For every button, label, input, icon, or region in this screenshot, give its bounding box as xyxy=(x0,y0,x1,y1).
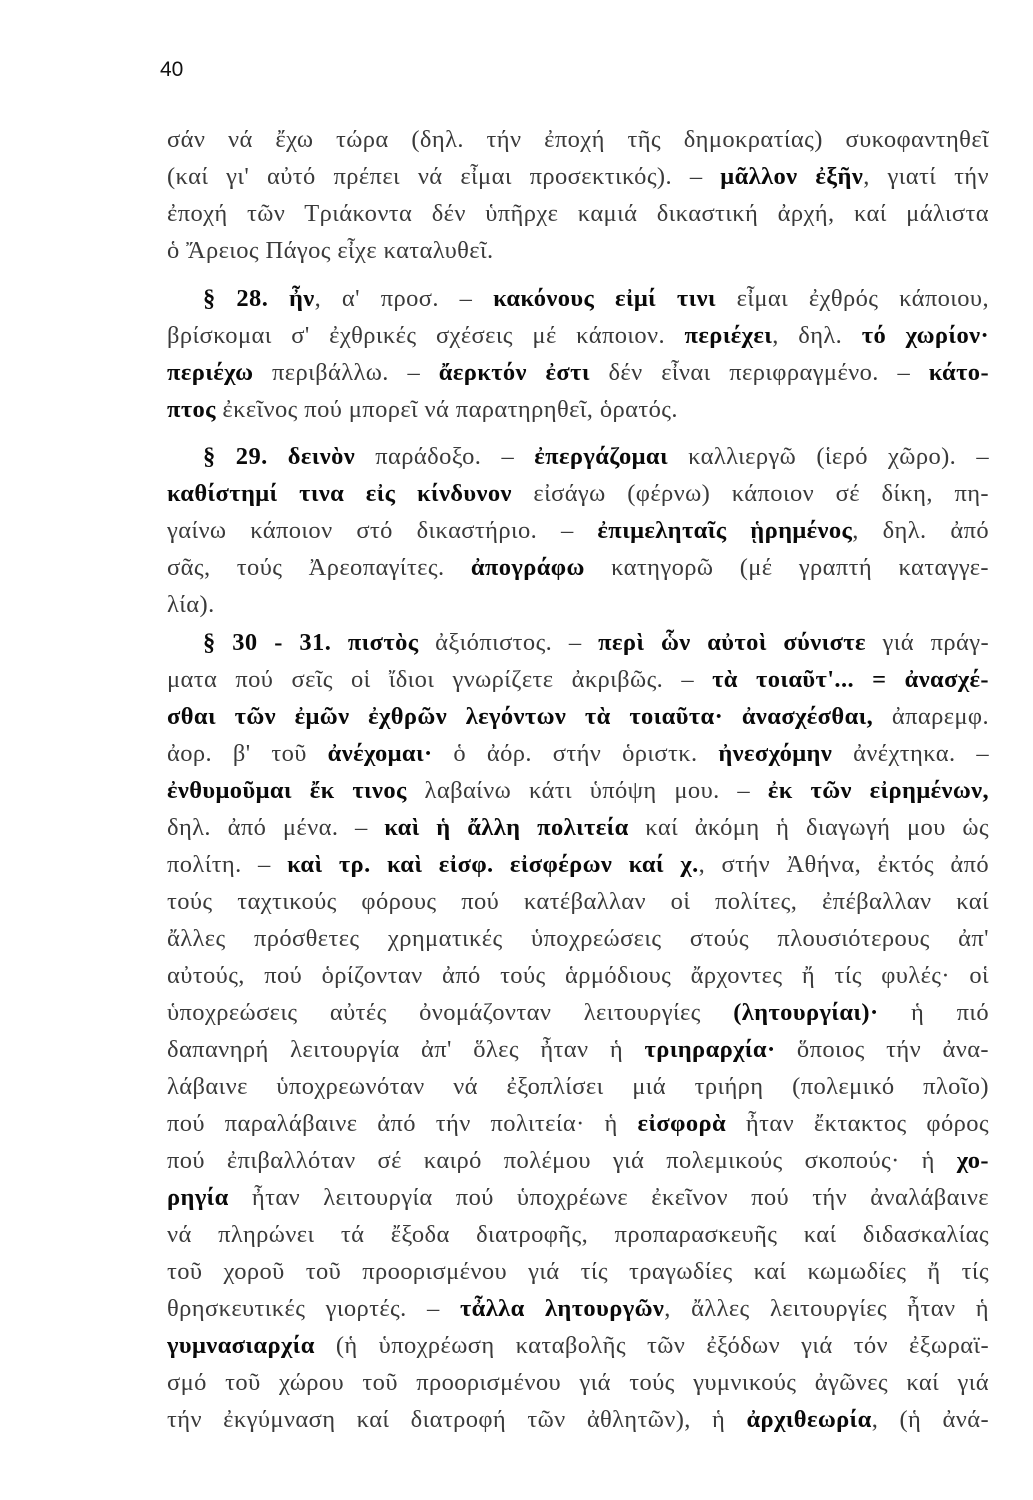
text-line xyxy=(167,661,989,698)
text-span: γαίνω κάποιον στό δικαστήριο. – xyxy=(167,517,598,544)
text-line xyxy=(167,280,989,317)
text-line xyxy=(167,846,989,883)
text-span: ἀπαρεμφ. xyxy=(873,703,989,730)
text-span: τοῦ χοροῦ τοῦ προορισμένου γιά τίς τραγωδίες καί κωμωδίες ἤ τίς xyxy=(167,1258,989,1285)
text-line xyxy=(167,354,989,391)
text-span: ἀορ. β' τοῦ xyxy=(167,740,328,767)
text-span: θρησκευτικές γιορτές. – xyxy=(167,1295,460,1322)
text-line xyxy=(167,1327,989,1364)
text-span: πού ἐπιβαλλόταν σέ καιρό πολέμου γιά πολεμικούς σκοπούς· ἡ xyxy=(167,1147,957,1174)
page-number: 40 xyxy=(160,58,184,81)
text-span: λία). xyxy=(167,591,215,618)
text-span: δαπανηρή λειτουργία ἀπ' ὅλες ἦταν ἡ xyxy=(167,1036,645,1063)
text-span: περιβάλλω. – xyxy=(253,359,439,386)
text-line xyxy=(167,512,989,549)
text-line xyxy=(167,1290,989,1327)
bold-term: γυμνασιαρχία xyxy=(167,1332,315,1359)
text-span: γιά πράγ- xyxy=(865,629,989,656)
bold-term: ἠνεσχόμην xyxy=(718,740,833,767)
bold-term: κακόνους εἰμί τινι xyxy=(493,285,716,312)
text-line xyxy=(167,1179,989,1216)
text-span: (καί γι' αὐτό πρέπει νά εἶμαι προσεκτικός). – xyxy=(167,163,721,190)
text-span: λάβαινε ὑποχρεωνόταν νά ἐξοπλίσει μιά τριήρη (πολεμικό πλοῖο) xyxy=(167,1073,989,1100)
text-span: ἦταν ἔκτακτος φόρος xyxy=(726,1110,989,1137)
text-line xyxy=(167,317,989,354)
text-line xyxy=(167,586,989,623)
bold-term: εἰσφορὰ xyxy=(637,1110,727,1137)
bold-term: ἐπεργάζομαι xyxy=(534,443,668,470)
text-span: ἦταν λειτουργία πού ὑποχρέωνε ἐκεῖνον πού τήν ἀναλάβαινε xyxy=(228,1184,989,1211)
text-line xyxy=(167,957,989,994)
text-span: ἄλλες πρόσθετες χρηματικές ὑποχρεώσεις στούς πλουσιότερους ἀπ' xyxy=(167,925,989,952)
text-span: ἐκεῖνος πού μπορεῖ νά παρατηρηθεῖ, ὁρατός. xyxy=(215,396,678,423)
bold-term: καθίστημί τινα εἰς κίνδυνον xyxy=(167,480,512,507)
bold-term: περὶ ὧν αὐτοὶ σύνιστε xyxy=(598,629,866,656)
bold-term: καὶ τρ. καὶ εἰσφ. εἰσφέρων καί χ. xyxy=(287,851,699,878)
text-line xyxy=(167,158,989,195)
text-span: (ἡ ὑποχρέωση καταβολῆς τῶν ἐξόδων γιά τόν ἐξωραϊ- xyxy=(314,1332,989,1359)
text-line xyxy=(167,121,989,158)
bold-term: χο- xyxy=(956,1147,989,1174)
text-line xyxy=(167,232,989,269)
bold-term: ἐνθυμοῦμαι ἔκ τινος xyxy=(167,777,407,804)
text-span: παράδοξο. – xyxy=(355,443,535,470)
bold-term: ἀπογράφω xyxy=(470,554,585,581)
text-span: καλλιεργῶ (ἱερό χῶρο). – xyxy=(667,443,989,470)
text-span: , ἄλλες λειτουργίες ἦταν ἡ xyxy=(664,1295,989,1322)
text-span: τούς ταχτικούς φόρους πού κατέβαλλαν οἱ πολίτες, ἐπέβαλλαν καί xyxy=(167,888,989,915)
text-line xyxy=(167,391,989,428)
text-span: , α' προσ. – xyxy=(314,285,494,312)
bold-term: ἄερκτόν ἐστι xyxy=(438,359,590,386)
bold-term: καὶ ἡ ἄλλη πολιτεία xyxy=(384,814,629,841)
text-span: νά πληρώνει τά ἔξοδα διατροφῆς, προπαρασκευῆς καί διδασκαλίας xyxy=(167,1221,989,1248)
text-span: καί ἀκόμη ἡ διαγωγή μου ὡς xyxy=(628,814,989,841)
bold-term: κάτο- xyxy=(928,359,989,386)
text-span: ὅποιος τήν ἀνα- xyxy=(775,1036,989,1063)
text-span: δηλ. ἀπό μένα. – xyxy=(167,814,385,841)
bold-term: ἐκ τῶν εἰρημένων, xyxy=(767,777,989,804)
text-line xyxy=(167,1105,989,1142)
text-line xyxy=(167,920,989,957)
bold-term: ἀνέχομαι· xyxy=(327,740,433,767)
bold-term: ἀρχιθεωρία xyxy=(746,1406,872,1433)
text-line xyxy=(167,698,989,735)
text-span: , γιατί τήν xyxy=(863,163,989,190)
text-span: σάν νά ἔχω τώρα (δηλ. τήν ἐποχή τῆς δημοκρατίας) συκοφαντηθεῖ xyxy=(167,126,989,153)
text-span: , στήν Ἀθήνα, ἐκτός ἀπό xyxy=(698,851,989,878)
text-line xyxy=(167,994,989,1031)
bold-term: περιέχω xyxy=(167,359,254,386)
text-line xyxy=(167,438,989,475)
text-line xyxy=(167,1401,989,1438)
text-line xyxy=(167,1216,989,1253)
text-span: ἐποχή τῶν Τριάκοντα δέν ὑπῆρχε καμιά δικαστική ἀρχή, καί μάλιστα xyxy=(167,200,989,227)
bold-term: τὰ τοιαῦτ'... = ἀνασχέ- xyxy=(712,666,989,693)
bold-term: σθαι τῶν ἐμῶν ἐχθρῶν λεγόντων τὰ τοιαῦτα· ἀνασχέσθαι, xyxy=(167,703,874,730)
text-span: ἡ πιό xyxy=(878,999,989,1026)
text-line xyxy=(167,1068,989,1105)
text-span: σμό τοῦ χώρου τοῦ προορισμένου γιά τούς γυμνικούς ἀγῶνες καί γιά xyxy=(167,1369,989,1396)
bold-term: μᾶλλον ἐξῆν xyxy=(720,163,864,190)
text-line xyxy=(167,809,989,846)
bold-term: ἐπιμεληταῖς ᾑρημένος xyxy=(597,517,853,544)
text-line xyxy=(167,1031,989,1068)
bold-term: (λητουργίαι)· xyxy=(733,999,879,1026)
text-span: ἀξιόπιστος. – xyxy=(418,629,599,656)
text-span: βρίσκομαι σ' ἐχθρικές σχέσεις μέ κάποιον. xyxy=(167,322,685,349)
text-line xyxy=(167,1253,989,1290)
text-line xyxy=(167,475,989,512)
text-line xyxy=(167,772,989,809)
text-line xyxy=(167,624,989,661)
text-line xyxy=(167,883,989,920)
text-span: εἰσάγω (φέρνω) κάποιον σέ δίκη, πη- xyxy=(511,480,989,507)
bold-term: § 28. ἦν xyxy=(203,285,315,312)
text-span: εἶμαι ἐχθρός κάποιου, xyxy=(715,285,989,312)
text-span: πού παραλάβαινε ἀπό τήν πολιτεία· ἡ xyxy=(167,1110,638,1137)
text-line xyxy=(167,1142,989,1179)
text-line xyxy=(167,549,989,586)
text-span: , δηλ. ἀπό xyxy=(852,517,989,544)
text-span: ὁ Ἄρειος Πάγος εἶχε καταλυθεῖ. xyxy=(167,237,494,264)
bold-term: πτος xyxy=(167,396,216,423)
bold-term: περιέχει xyxy=(684,322,773,349)
text-span: ματα πού σεῖς οἱ ἴδιοι γνωρίζετε ἀκριβῶς. – xyxy=(167,666,713,693)
text-span: ἀνέχτηκα. – xyxy=(832,740,989,767)
text-span: πολίτη. – xyxy=(167,851,288,878)
bold-term: τἆλλα λητουργῶν xyxy=(459,1295,665,1322)
bold-term: τριηραρχία· xyxy=(644,1036,776,1063)
bold-term: ρηγία xyxy=(167,1184,229,1211)
text-line xyxy=(167,1364,989,1401)
text-span: αὐτούς, πού ὁρίζονταν ἀπό τούς ἁρμόδιους ἄρχοντες ἤ τίς φυλές· οἱ xyxy=(167,962,989,989)
text-line xyxy=(167,735,989,772)
text-span: δέν εἶναι περιφραγμένο. – xyxy=(589,359,929,386)
bold-term: § 30 - 31. πιστὸς xyxy=(203,629,419,656)
text-span: , (ἡ ἀνά- xyxy=(871,1406,989,1433)
bold-term: τό χωρίον· xyxy=(861,322,989,349)
text-span: τήν ἐκγύμναση καί διατροφή τῶν ἀθλητῶν), ἡ xyxy=(167,1406,747,1433)
text-line xyxy=(167,195,989,232)
text-span: κατηγορῶ (μέ γραπτή καταγγε- xyxy=(584,554,989,581)
text-span: ὑποχρεώσεις αὐτές ὀνομάζονταν λειτουργίες xyxy=(167,999,734,1026)
text-span: ὁ ἀόρ. στήν ὁριστκ. xyxy=(432,740,719,767)
text-span: , δηλ. xyxy=(772,322,862,349)
text-span: σᾶς, τούς Ἀρεοπαγίτες. xyxy=(167,554,471,581)
text-span: λαβαίνω κάτι ὑπόψη μου. – xyxy=(406,777,768,804)
bold-term: § 29. δεινὸν xyxy=(203,443,356,470)
